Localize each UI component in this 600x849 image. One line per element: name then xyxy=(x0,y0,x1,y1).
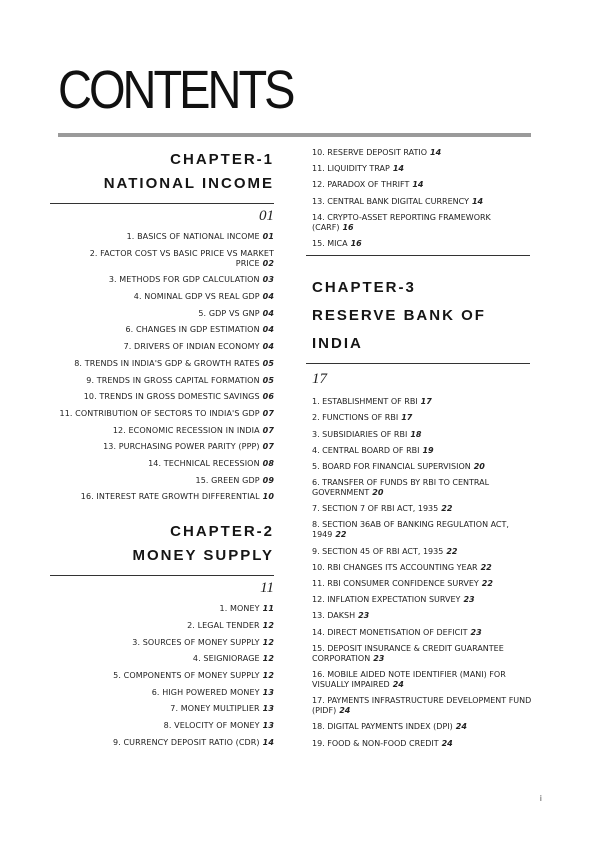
toc-entry-page: 11 xyxy=(262,604,274,614)
toc-entry-page: 23 xyxy=(463,595,475,605)
toc-entry-page: 18 xyxy=(410,429,422,439)
toc-entry-title: 1. BASICS OF NATIONAL INCOME xyxy=(126,232,260,241)
toc-entry-title: 9. SECTION 45 OF RBI ACT, 1935 xyxy=(312,546,444,556)
chapter-name: MONEY SUPPLY xyxy=(132,547,274,565)
chapter-1-topic-list xyxy=(50,232,274,502)
toc-entry[interactable] xyxy=(50,721,274,731)
toc-entry-title: 1. MONEY xyxy=(219,604,260,614)
toc-entry-page: 23 xyxy=(373,653,385,663)
toc-entry[interactable] xyxy=(50,638,274,648)
toc-entry-page: 13 xyxy=(262,704,274,714)
toc-entry-title: 15. MICA xyxy=(312,238,348,248)
chapter-3-heading[interactable] xyxy=(312,276,532,356)
chapter-2-heading[interactable] xyxy=(50,522,274,566)
toc-entry-title: 5. BOARD FOR FINANCIAL SUPERVISION xyxy=(312,461,471,471)
toc-entry-title: 3. SOURCES OF MONEY SUPPLY xyxy=(132,637,260,647)
toc-entry-page: 12 xyxy=(262,654,274,664)
toc-entry-page: 19 xyxy=(422,445,434,455)
toc-entry[interactable] xyxy=(312,520,532,540)
toc-entry[interactable] xyxy=(312,563,532,573)
toc-entry[interactable] xyxy=(50,738,274,748)
toc-entry-title: 8. SECTION 36AB OF BANKING REGULATION ACT, 1949 xyxy=(312,520,509,540)
toc-entry[interactable] xyxy=(50,688,274,698)
toc-entry-page: 10 xyxy=(262,492,274,502)
toc-entry[interactable] xyxy=(312,628,532,638)
toc-entry-title: 12. INFLATION EXPECTATION SURVEY xyxy=(312,595,461,605)
toc-entry-page: 13 xyxy=(262,721,274,731)
toc-entry[interactable] xyxy=(312,397,532,407)
toc-entry-title: 6. CHANGES IN GDP ESTIMATION xyxy=(125,325,260,335)
toc-entry[interactable] xyxy=(50,442,274,452)
toc-entry[interactable] xyxy=(312,462,532,472)
chapter-name-line-1: RESERVE BANK OF xyxy=(312,307,486,325)
toc-entry-title: 14. TECHNICAL RECESSION xyxy=(148,458,260,468)
toc-entry-title: 17. PAYMENTS INFRASTRUCTURE DEVELOPMENT FUND (PIDF) xyxy=(312,696,532,716)
toc-entry-page: 02 xyxy=(262,258,274,268)
toc-entry-page: 20 xyxy=(372,488,384,498)
toc-entry-title: 4. CENTRAL BOARD OF RBI xyxy=(312,445,420,455)
toc-entry-title: 4. SEIGNIORAGE xyxy=(192,654,260,664)
toc-entry[interactable] xyxy=(312,239,532,249)
toc-entry-page: 07 xyxy=(262,442,274,452)
toc-entry-page: 22 xyxy=(480,562,492,572)
toc-entry-page: 12 xyxy=(262,621,274,630)
toc-entry-title: 3. METHODS FOR GDP CALCULATION xyxy=(108,275,260,285)
toc-entry-title: 11. RBI CONSUMER CONFIDENCE SURVEY xyxy=(312,579,479,588)
toc-entry[interactable] xyxy=(312,504,532,514)
toc-entry-title: 11. CONTRIBUTION OF SECTORS TO INDIA'S GDP xyxy=(59,408,260,418)
toc-entry-title: 8. TRENDS IN INDIA'S GDP & GROWTH RATES xyxy=(74,358,260,368)
toc-entry-page: 01 xyxy=(262,232,274,241)
toc-entry-page: 14 xyxy=(471,196,484,206)
toc-entry[interactable] xyxy=(312,722,532,732)
toc-entry-title: 14. CRYPTO-ASSET REPORTING FRAMEWORK (CARF) xyxy=(312,212,491,232)
toc-entry-page: 04 xyxy=(262,325,274,335)
toc-entry[interactable] xyxy=(50,342,274,352)
toc-entry-title: 5. COMPONENTS OF MONEY SUPPLY xyxy=(113,671,260,681)
toc-entry[interactable] xyxy=(50,704,274,714)
toc-entry-title: 16. INTEREST RATE GROWTH DIFFERENTIAL xyxy=(80,492,260,502)
toc-entry-title: 4. NOMINAL GDP VS REAL GDP xyxy=(133,292,260,302)
toc-entry-title: 6. HIGH POWERED MONEY xyxy=(151,687,260,697)
toc-entry[interactable] xyxy=(50,249,274,269)
toc-entry-title: 7. MONEY MULTIPLIER xyxy=(170,704,260,714)
chapter-label: CHAPTER-3 xyxy=(312,279,416,297)
page-number: i xyxy=(539,794,542,803)
toc-entry-page: 07 xyxy=(262,425,274,435)
toc-entry-title: 14. DIRECT MONETISATION OF DEFICIT xyxy=(312,627,468,637)
toc-entry[interactable] xyxy=(312,670,532,690)
toc-entry-title: 13. CENTRAL BANK DIGITAL CURRENCY xyxy=(312,196,469,206)
chapter-label: CHAPTER-2 xyxy=(170,523,274,541)
chapter-1-heading[interactable] xyxy=(50,150,274,194)
toc-entry[interactable] xyxy=(50,232,274,242)
toc-entry[interactable] xyxy=(312,478,532,498)
toc-entry-title: 2. FUNCTIONS OF RBI xyxy=(312,413,399,423)
toc-entry-title: 13. DAKSH xyxy=(312,611,356,621)
toc-entry-page: 04 xyxy=(262,342,274,352)
toc-entry-title: 10. RESERVE DEPOSIT RATIO xyxy=(312,148,428,157)
chapter-2-topic-list-continued xyxy=(312,148,532,249)
toc-entry[interactable] xyxy=(312,446,532,456)
toc-entry-page: 04 xyxy=(262,308,274,318)
left-column xyxy=(50,148,274,762)
section-divider xyxy=(306,255,530,256)
toc-entry[interactable] xyxy=(50,671,274,681)
toc-entry-page: 12 xyxy=(262,671,274,681)
toc-entry[interactable] xyxy=(50,459,274,469)
toc-entry-page: 14 xyxy=(392,164,404,174)
toc-entry-title: 11. LIQUIDITY TRAP xyxy=(312,164,390,174)
toc-entry[interactable] xyxy=(312,413,532,423)
toc-entry-title: 2. LEGAL TENDER xyxy=(187,621,260,630)
toc-entry[interactable] xyxy=(50,492,274,502)
chapter-2-section xyxy=(50,522,274,748)
page-title: CONTENTS xyxy=(58,58,293,120)
toc-entry-title: 9. CURRENCY DEPOSIT RATIO (CDR) xyxy=(112,737,260,747)
toc-entry-page: 03 xyxy=(262,275,274,285)
toc-entry-title: 19. FOOD & NON-FOOD CREDIT xyxy=(312,738,439,748)
toc-entry-title: 16. MOBILE AIDED NOTE IDENTIFIER (MANI) FOR VISUALLY IMPAIRED xyxy=(312,669,506,689)
toc-entry-page: 09 xyxy=(262,475,274,485)
toc-entry[interactable] xyxy=(312,197,532,207)
toc-entry-page: 14 xyxy=(412,180,424,190)
toc-entry-page: 24 xyxy=(339,706,351,716)
toc-entry-title: 7. DRIVERS OF INDIAN ECONOMY xyxy=(123,342,260,352)
toc-entry[interactable] xyxy=(312,213,532,233)
toc-entry-page: 14 xyxy=(430,148,442,157)
toc-entry[interactable] xyxy=(312,430,532,440)
toc-entry-title: 3. SUBSIDIARIES OF RBI xyxy=(312,429,408,439)
toc-entry-title: 7. SECTION 7 OF RBI ACT, 1935 xyxy=(312,504,439,514)
toc-entry-page: 07 xyxy=(262,408,274,418)
chapter-1-section xyxy=(50,150,274,502)
toc-entry[interactable] xyxy=(50,309,274,319)
toc-entry-title: 13. PURCHASING POWER PARITY (PPP) xyxy=(103,442,260,452)
toc-entry-page: 23 xyxy=(358,611,370,621)
toc-entry[interactable] xyxy=(50,409,274,419)
toc-entry-page: 05 xyxy=(262,375,274,385)
toc-entry-title: 9. TRENDS IN GROSS CAPITAL FORMATION xyxy=(86,375,260,385)
toc-entry-page: 22 xyxy=(446,546,458,556)
chapter-start-page: 01 xyxy=(259,208,274,224)
toc-entry-title: 15. DEPOSIT INSURANCE & CREDIT GUARANTEE CORPORATION xyxy=(312,643,504,663)
toc-entry[interactable] xyxy=(50,604,274,614)
toc-entry[interactable] xyxy=(312,696,532,716)
chapter-name: NATIONAL INCOME xyxy=(103,175,274,192)
toc-entry[interactable] xyxy=(312,164,532,174)
toc-entry-page: 16 xyxy=(342,222,354,232)
toc-entry-title: 18. DIGITAL PAYMENTS INDEX (DPI) xyxy=(312,722,453,732)
toc-entry[interactable] xyxy=(50,476,274,486)
toc-entry-title: 12. ECONOMIC RECESSION IN INDIA xyxy=(112,425,260,435)
toc-entry[interactable] xyxy=(312,579,532,589)
toc-entry[interactable] xyxy=(50,621,274,631)
toc-entry-page: 13 xyxy=(262,687,274,697)
toc-entry-title: 15. GREEN GDP xyxy=(195,475,260,485)
toc-entry-page: 20 xyxy=(473,461,485,471)
toc-entry[interactable] xyxy=(312,739,532,749)
toc-entry-page: 24 xyxy=(455,722,467,732)
toc-entry-page: 22 xyxy=(335,530,347,540)
toc-entry-title: 8. VELOCITY OF MONEY xyxy=(163,721,260,731)
toc-entry-page: 22 xyxy=(441,504,453,514)
toc-entry-title: 10. RBI CHANGES ITS ACCOUNTING YEAR xyxy=(312,562,478,572)
chapter-start-page: 17 xyxy=(312,371,327,388)
right-column xyxy=(312,148,532,755)
toc-entry[interactable] xyxy=(50,359,274,369)
toc-entry-page: 16 xyxy=(350,238,362,248)
toc-entry-page: 17 xyxy=(401,413,413,423)
chapter-label: CHAPTER-1 xyxy=(170,151,274,168)
toc-entry-page: 24 xyxy=(392,679,404,689)
toc-entry[interactable] xyxy=(50,426,274,436)
toc-entry[interactable] xyxy=(312,595,532,605)
toc-entry-page: 22 xyxy=(481,579,493,588)
toc-entry-title: 12. PARADOX OF THRIFT xyxy=(312,180,410,190)
chapter-name-line-2: INDIA xyxy=(312,335,363,353)
toc-entry-page: 14 xyxy=(262,737,274,747)
toc-entry-title: 10. TRENDS IN GROSS DOMESTIC SAVINGS xyxy=(83,392,260,402)
toc-entry-page: 23 xyxy=(470,627,482,637)
toc-entry[interactable] xyxy=(50,325,274,335)
chapter-divider xyxy=(306,363,530,364)
toc-entry-title: 2. FACTOR COST VS BASIC PRICE VS MARKET PRICE xyxy=(89,248,274,268)
toc-entry[interactable] xyxy=(50,376,274,386)
toc-entry-title: 1. ESTABLISHMENT OF RBI xyxy=(312,397,418,407)
toc-entry-page: 24 xyxy=(441,738,453,748)
chapter-3-topic-list xyxy=(312,397,532,748)
chapter-start-page: 11 xyxy=(260,580,274,597)
toc-entry[interactable] xyxy=(50,654,274,664)
toc-entry-page: 08 xyxy=(262,458,274,468)
toc-entry-page: 17 xyxy=(420,397,432,407)
toc-entry[interactable] xyxy=(312,547,532,557)
chapter-divider xyxy=(50,575,274,576)
toc-entry-page: 12 xyxy=(262,637,274,647)
toc-entry-title: 6. TRANSFER OF FUNDS BY RBI TO CENTRAL GOVERNMENT xyxy=(312,478,490,498)
toc-entry[interactable] xyxy=(312,611,532,621)
toc-entry-title: 5. GDP VS GNP xyxy=(198,308,260,318)
toc-entry[interactable] xyxy=(50,292,274,302)
chapter-2-topic-list xyxy=(50,604,274,748)
toc-entry[interactable] xyxy=(50,392,274,402)
toc-entry[interactable] xyxy=(312,148,532,158)
toc-entry[interactable] xyxy=(50,275,274,285)
toc-entry-page: 06 xyxy=(262,392,274,402)
chapter-divider xyxy=(50,203,274,204)
title-divider xyxy=(58,133,531,137)
toc-entry-page: 05 xyxy=(262,358,274,368)
toc-entry[interactable] xyxy=(312,644,532,664)
toc-entry[interactable] xyxy=(312,180,532,190)
toc-entry-page: 04 xyxy=(262,292,274,302)
